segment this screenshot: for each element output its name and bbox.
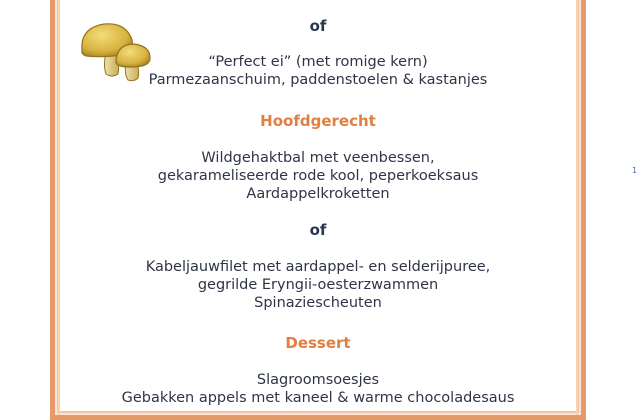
main-2-line: gegrilde Eryngii-oesterzwammen	[197, 277, 439, 293]
page-number: 1	[632, 166, 638, 175]
main-2-line: Kabeljauwfilet met aardappel- en selderijpuree,	[145, 259, 491, 275]
or-separator: of	[309, 221, 327, 239]
starter-alt-line: Parmezaanschuim, paddenstoelen & kastanjes	[148, 72, 488, 88]
main-2-line: Spinaziescheuten	[254, 295, 382, 311]
main-1-line: Wildgehaktbal met veenbessen,	[201, 150, 435, 166]
dessert-line: Slagroomsoesjes	[256, 372, 380, 388]
or-separator: of	[309, 17, 327, 35]
section-heading-main: Hoofdgerecht	[260, 112, 376, 130]
main-1-line: gekarameliseerde rode kool, peperkoeksaus	[157, 168, 479, 184]
section-heading-dessert: Dessert	[285, 334, 351, 352]
main-1-line: Aardappelkroketten	[246, 186, 390, 202]
starter-alt-line: “Perfect ei” (met romige kern)	[208, 54, 428, 70]
dessert-line: Gebakken appels met kaneel & warme chocoladesaus	[121, 390, 515, 406]
